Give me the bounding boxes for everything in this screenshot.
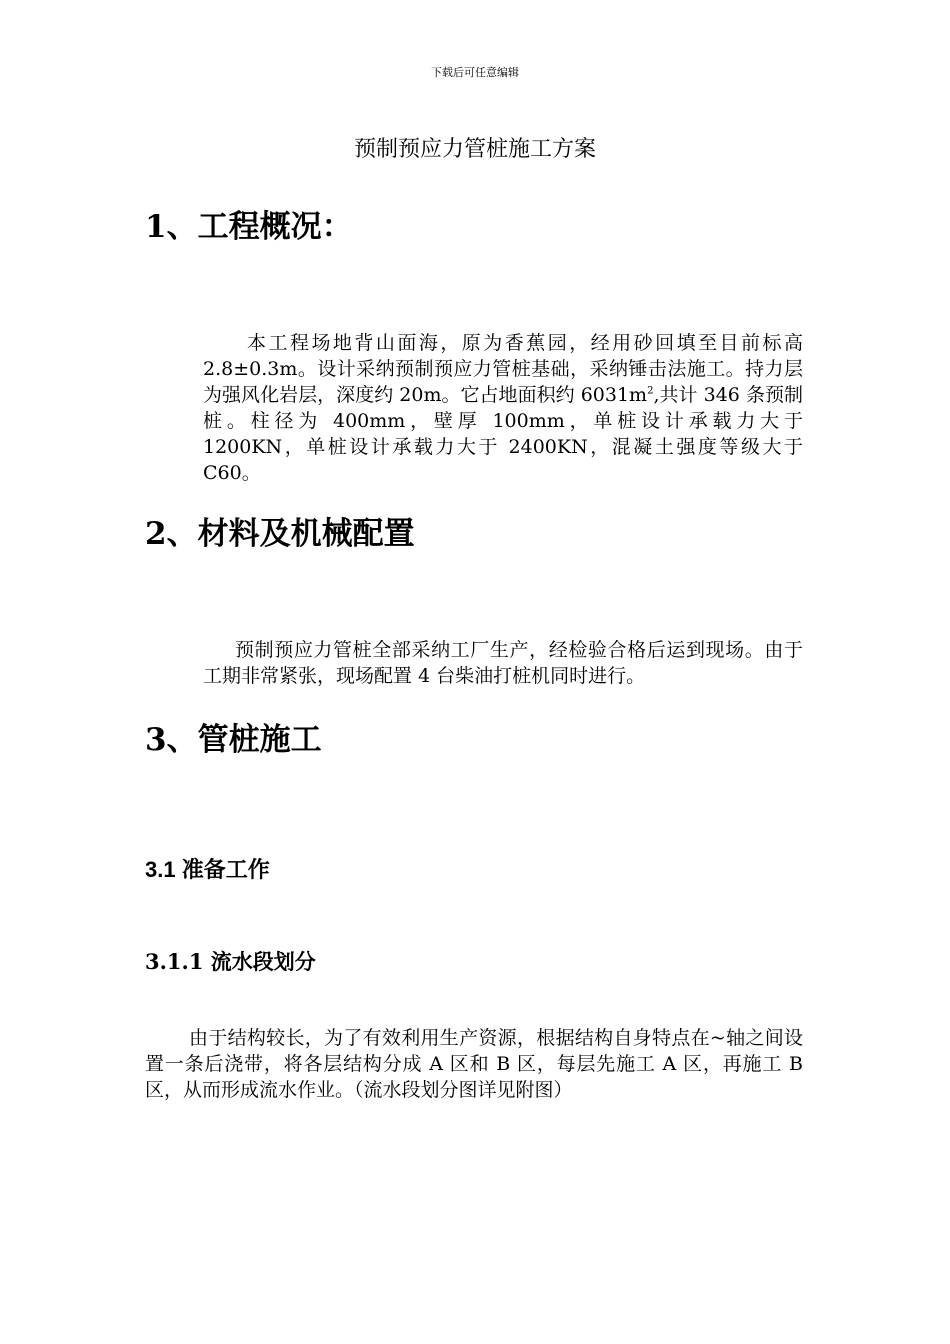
section-2-heading: 2、材料及机械配置 bbox=[145, 516, 415, 552]
section-3-1-heading: 3.1 准备工作 bbox=[145, 857, 270, 882]
document-title: 预制预应力管桩施工方案 bbox=[353, 137, 596, 162]
section-1-body-text-cont: ,共计 346 条预制桩。柱径为 400mm，壁厚 100mm，单桩设计承载力大于 1200KN，单桩设计承载力大于 2400KN，混凝土强度等级大于 C60。 bbox=[203, 384, 803, 484]
section-1-heading: 1、工程概况： bbox=[145, 209, 353, 245]
section-3-heading: 3、管桩施工 bbox=[145, 722, 322, 758]
section-3-1-1-body: 由于结构较长，为了有效利用生产资源，根据结构自身特点在~轴之间设置一条后浇带，将各层结构分成 A 区和 B 区，每层先施工 A 区，再施工 B 区，从而形成流水作业。（流水段划分图详见附图） bbox=[145, 1027, 803, 1101]
area-unit-superscript: 2 bbox=[647, 385, 654, 397]
section-1-body-text: 本工程场地背山面海，原为香蕉园，经用砂回填至目前标高 2.8±0.3m。设计采纳预制预应力管桩基础，采纳锤击法施工。持力层为强风化岩层，深度约 20m。它占地面积约 6031m bbox=[203, 332, 803, 406]
page-header-note: 下载后可任意编辑 bbox=[431, 66, 519, 79]
section-2-body: 预制预应力管桩全部采纳工厂生产，经检验合格后运到现场。由于工期非常紧张，现场配置 4 台柴油打桩机同时进行。 bbox=[203, 639, 803, 687]
section-1-body bbox=[203, 330, 803, 486]
section-3-1-1-heading: 3.1.1 流水段划分 bbox=[145, 949, 316, 974]
